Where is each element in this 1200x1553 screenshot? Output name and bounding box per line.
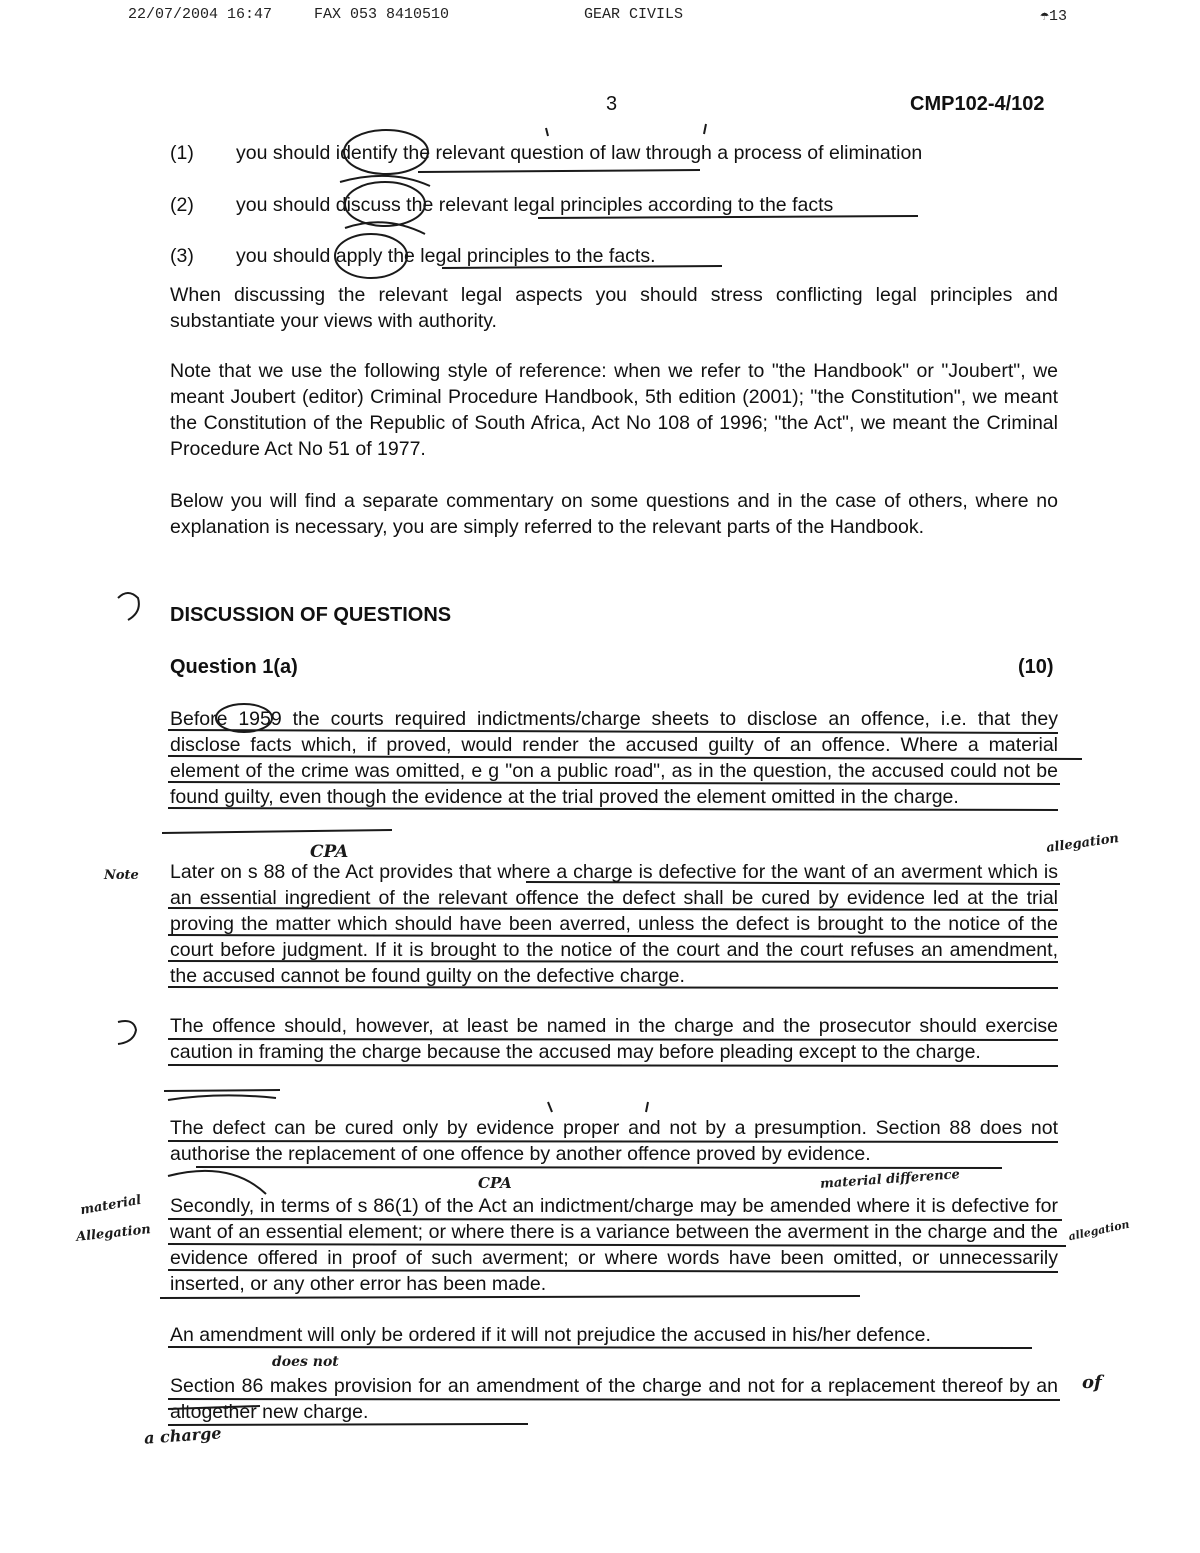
step-text: you should identify the relevant question of law through a process of elimination <box>236 142 923 164</box>
answer-paragraph: Section 86 makes provision for an amendment of the charge and not for a replacement thereof by an altogether new charge. <box>170 1375 1058 1423</box>
handwritten-note: Note <box>104 868 139 883</box>
handwritten-note: CPA <box>478 1174 512 1192</box>
step-number: (2) <box>170 194 194 216</box>
handwritten-note: material difference <box>819 1167 961 1192</box>
section-heading: DISCUSSION OF QUESTIONS <box>170 604 452 626</box>
answer-paragraph: The offence should, however, at least be named in the charge and the prosecutor should exercise caution in framing the charge because the accused may before pleading except to the charge. <box>170 1015 1058 1063</box>
fax-page-counter: ☂13 <box>1040 8 1068 25</box>
document-code: CMP102-4/102 <box>910 93 1045 115</box>
step-3 <box>170 245 656 268</box>
fax-sender: GEAR CIVILS <box>584 6 684 23</box>
handwritten-note: Allegation <box>75 1222 152 1245</box>
answer-paragraph: An amendment will only be ordered if it will not prejudice the accused in his/her defence. <box>170 1324 931 1346</box>
step-1 <box>170 142 922 165</box>
handwritten-note: allegation <box>1067 1217 1131 1244</box>
intro-paragraph: Note that we use the following style of reference: when we refer to "the Handbook" or "Joubert", we meant Joubert (editor) Criminal Procedure Handbook, 5th edition (2001); "the Constitution", we meant the Constitution of the Republic of South Africa, Act No 108 of 1996; "the Act", we meant the Criminal Procedure Act No 51 of 1977. <box>170 360 1058 460</box>
intro-paragraph: Below you will find a separate commentary on some questions and in the case of others, where no explanation is necessary, you are simply referred to the relevant parts of the Handbook. <box>170 490 1058 538</box>
step-text: you should apply the legal principles to the facts. <box>236 245 656 267</box>
answer-paragraph: Secondly, in terms of s 86(1) of the Act an indictment/charge may be amended where it is defective for want of an essential element; or where there is a variance between the averment in the charge and the evidence offered in proof of such averment; or where words have been omitted, or unnecessarily inserted, or any other error has been made. <box>170 1195 1058 1295</box>
question-marks: (10) <box>1018 656 1054 678</box>
handwritten-note: of <box>1082 1372 1102 1393</box>
handwritten-note: allegation <box>1045 830 1120 857</box>
fax-number: FAX 053 8410510 <box>314 6 450 23</box>
question-label: Question 1(a) <box>170 656 298 678</box>
step-number: (3) <box>170 245 194 267</box>
handwritten-note: CPA <box>310 842 349 862</box>
intro-paragraph: When discussing the relevant legal aspects you should stress conflicting legal principles and substantiate your views with authority. <box>170 284 1058 332</box>
fax-header <box>0 6 1200 28</box>
answer-paragraph: Before 1959 the courts required indictments/charge sheets to disclose an offence, i.e. that they disclose facts which, if proved, would render the accused guilty of an offence. Where a material element of the crime was omitted, e g "on a public road", as in the question, the accused could not be found guilty, even though the evidence at the trial proved the element omitted in the charge. <box>170 708 1058 808</box>
page-number: 3 <box>606 93 618 115</box>
step-text: you should discuss the relevant legal principles according to the facts <box>236 194 834 216</box>
step-2 <box>170 194 833 217</box>
answer-paragraph: The defect can be cured only by evidence proper and not by a presumption. Section 88 does not authorise the replacement of one offence by another offence proved by evidence. <box>170 1117 1058 1165</box>
handwritten-note: does not <box>272 1354 339 1370</box>
fax-datetime: 22/07/2004 16:47 <box>128 6 273 23</box>
handwritten-note: material <box>79 1192 143 1219</box>
answer-paragraph: Later on s 88 of the Act provides that where a charge is defective for the want of an averment which is an essential ingredient of the relevant offence the defect shall be cured by evidence led at the trial proving the matter which should have been averred, unless the defect is brought to the notice of the court before judgment. If it is brought to the notice of the court and the court refuses an amendment, the accused cannot be found guilty on the defective charge. <box>170 861 1058 987</box>
handwritten-note: a charge <box>143 1423 223 1448</box>
step-number: (1) <box>170 142 194 164</box>
